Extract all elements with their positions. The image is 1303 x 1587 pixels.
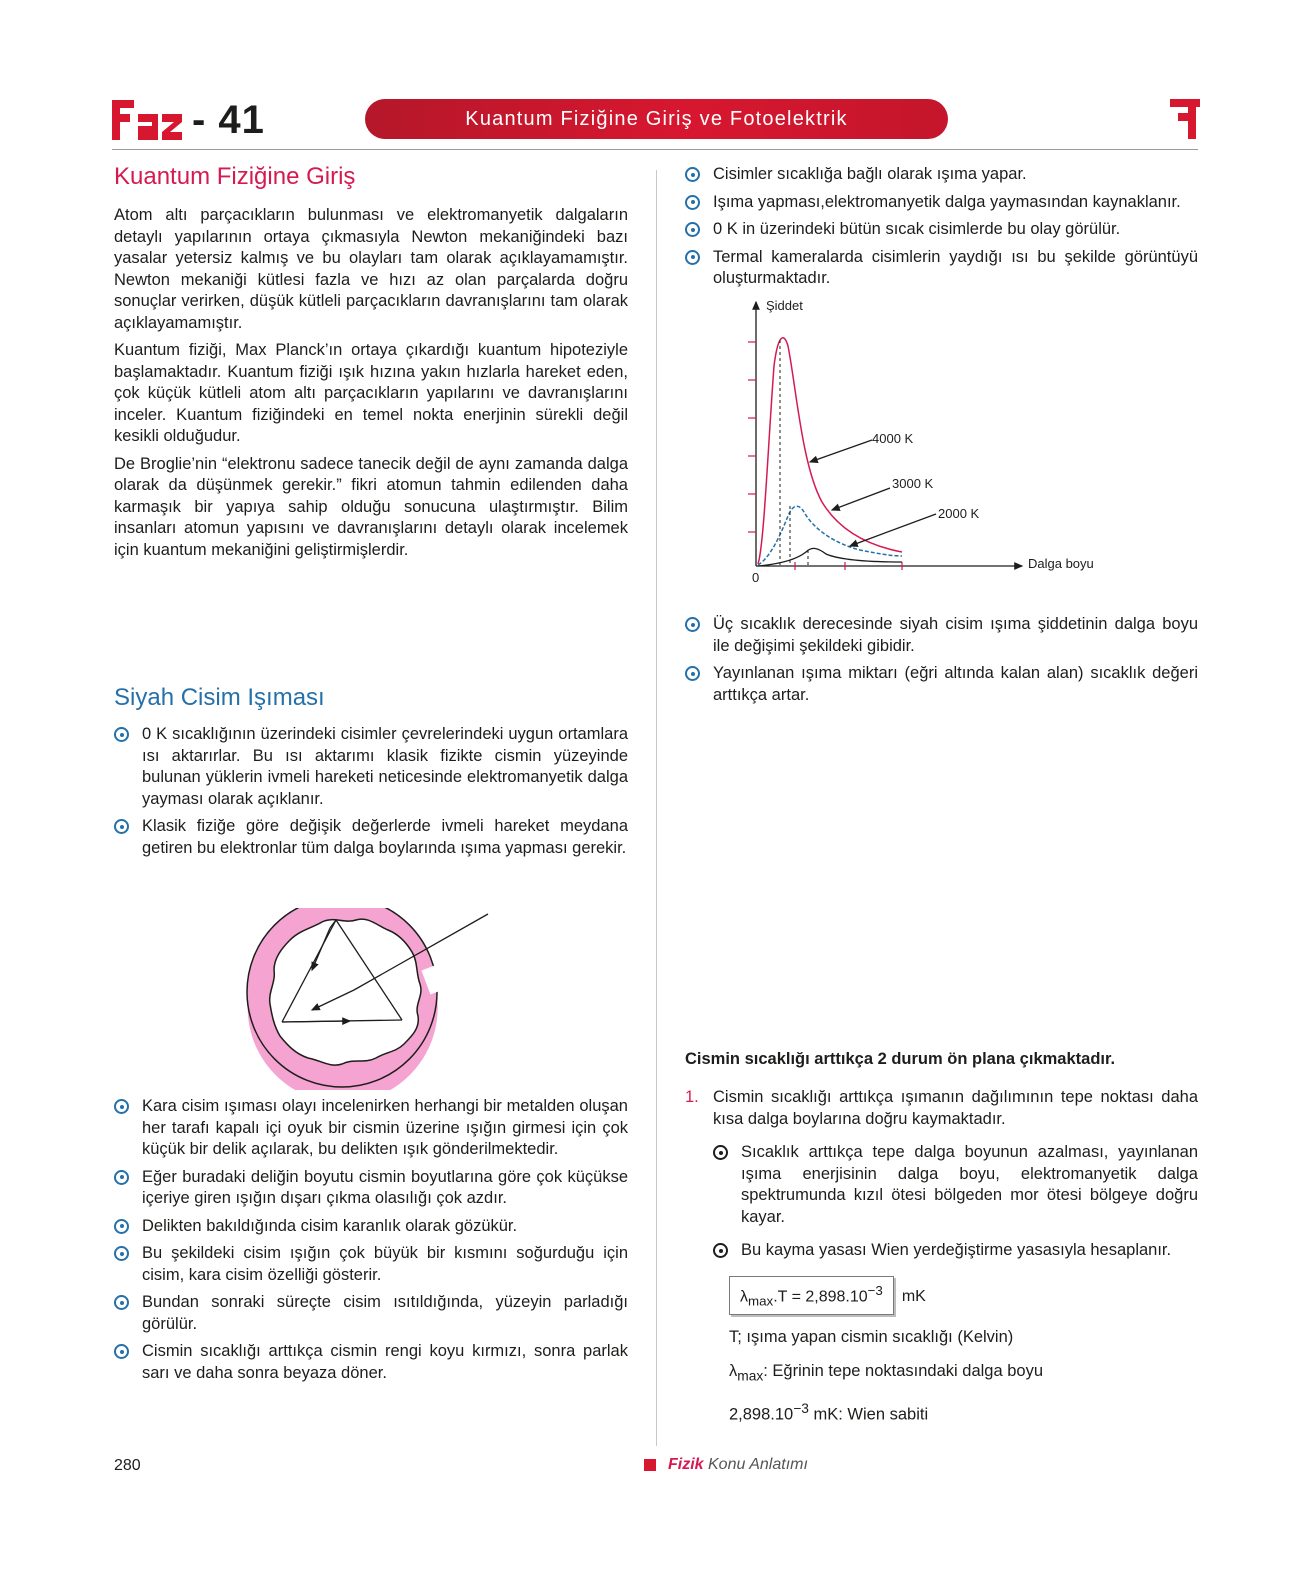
footer-subject: Fizik Konu Anlatımı [668, 1456, 808, 1473]
target-bullet-icon [114, 1295, 129, 1310]
chapter-title: Kuantum Fiziğine Giriş ve Fotoelektrik [465, 107, 848, 130]
blackbody-bullet-list [114, 724, 628, 859]
list-item: Klasik fiziğe göre değişik değerlerde ivmeli hareket meydana getiren bu elektronlar tüm dalga boylarında ışıma yapması gerekir. [114, 816, 628, 859]
graph-notes-section [685, 614, 1198, 712]
page-number: 280 [114, 1457, 141, 1474]
faz-logo-icon [112, 100, 184, 140]
list-item: Bu kayma yasası Wien yerdeğiştirme yasasıyla hesaplanır. [713, 1240, 1198, 1262]
list-item: Cismin sıcaklığı arttıkça cismin rengi koyu kırmızı, sonra parlak sarı ve daha sonra beyaza döner. [114, 1341, 628, 1384]
column-divider [656, 170, 657, 1446]
blackbody-title: Siyah Cisim Işıması [114, 684, 325, 711]
header-rule [112, 149, 1198, 150]
intro-paragraph: De Broglie’nin “elektronu sadece tanecik değil de aynı zamanda dalga olarak da düşünmek gerekir.” fikri atomun tahmin edilenden daha karmaşık bir yapıya sahip olduğu sonucuna ulaştırmıştır. Bilim insanları atomun yapısını ve davranışlarını detaylı olarak incelemek için kuantum mekaniğini geliştirmişlerdir. [114, 454, 628, 559]
list-item: Sıcaklık arttıkça tepe dalga boyunun azalması, yayınlanan ışıma enerjisinin dalga boyu, elektromanyetik dalga spektrumunda kızıl ötesi bölgeden mor ötesi bölgeye doğru kayar. [713, 1142, 1198, 1228]
cavity-interior [270, 919, 421, 1065]
list-item: Üç sıcaklık derecesinde siyah cisim ışıma şiddetinin dalga boyu ile değişimi şekildeki gibidir. [685, 614, 1198, 657]
list-item: Cisimler sıcaklığa bağlı olarak ışıma yapar. [685, 164, 1198, 186]
case-number: 1. [685, 1088, 699, 1106]
definition-wien-constant: $2,898.10^{-3}$ mK: Wien sabiti [729, 1401, 929, 1424]
target-bullet-icon [114, 1170, 129, 1185]
list-item: Kara cisim ışıması olayı incelenirken herhangi bir metalden oluşan her tarafı kapalı içi oyuk bir cismin üzerine ışığın girmesi için çok küçük bir delik açılarak, bu delikten ışık gönderilmektedir. [114, 1096, 628, 1161]
cavity-diagram [238, 908, 496, 1090]
origin-label: 0 [752, 570, 760, 585]
intro-title: Kuantum Fiziğine Giriş [114, 163, 356, 190]
formula-definitions [729, 1327, 1198, 1426]
blackbody-section [114, 684, 628, 865]
list-item: 0 K in üzerindeki bütün sıcak cisimlerde bu olay görülür. [685, 219, 1198, 241]
radiation-bullets-section [685, 164, 1198, 296]
corner-brand-icon [1170, 99, 1200, 139]
target-bullet-icon [114, 727, 129, 742]
list-item: Işıma yapması,elektromanyetik dalga yaymasından kaynaklanır. [685, 192, 1198, 214]
target-bullet-icon [685, 250, 700, 265]
radiation-bullet-list [685, 164, 1198, 290]
footer-square-icon [644, 1459, 656, 1471]
curve-label-2000k: 2000 K [938, 506, 980, 521]
list-item: 0 K sıcaklığının üzerindeki cisimler çevrelerindeki uygun ortamlara ısı aktarırlar. Bu ısı aktarımı klasik fizikte cismin yüzeyinde bulunan yüklerin ivmeli hareketi neticesinde elektromanyetik dalga yayması olarak açıklanır. [114, 724, 628, 810]
target-bullet-icon [114, 1344, 129, 1359]
y-ticks [748, 342, 756, 532]
intro-paragraph: Kuantum fiziği, Max Planck’ın ortaya çıkardığı kuantum hipoteziyle başlamaktadır. Kuantum fiziği ışık hızına yakın hızlarla hareket eden, çok küçük kütleli atom altı parçacıkların yapılarını ve davranışlarını inceler. Kuantum fiziğindeki en temel nokta enerjinin sürekli değil kesikli olduğudur. [114, 341, 628, 445]
curve-label-4000k: 4000 K [872, 431, 914, 446]
list-item: Termal kameralarda cisimlerin yaydığı ısı bu şekilde görüntüyü oluşturmaktadır. [685, 247, 1198, 290]
list-item: Yayınlanan ışıma miktarı (eğri altında kalan alan) sıcaklık değeri arttıkça artar. [685, 663, 1198, 706]
list-item: Bu şekildeki cisim ışığın çok büyük bir kısmını soğurduğu için cisim, kara cisim özelliği gösterir. [114, 1243, 628, 1286]
target-bullet-icon [114, 1246, 129, 1261]
target-bullet-icon [114, 1099, 129, 1114]
faz-logo-mark [112, 100, 184, 140]
curve-label-3000k: 3000 K [892, 476, 934, 491]
formula-box: $\lambda_{max}.T = 2,898.10^{-3}$ [729, 1276, 894, 1316]
target-bullet-icon [685, 222, 700, 237]
list-item: Bundan sonraki süreçte cisim ısıtıldığında, yüzeyin parladığı görülür. [114, 1292, 628, 1335]
target-bullet-icon [685, 195, 700, 210]
formula-unit: mK [901, 1287, 926, 1305]
intro-paragraph: Atom altı parçacıkların bulunması ve elektromanyetik dalgaların detaylı yapılarının ortaya çıkmasıyla Newton mekaniğindeki bazı yasalar yetersiz kalmış ve bu olayları tam olarak açıklayamamıştır. Newton mekaniği kütlesi fazla ve hızı az olan parçalarda doğru sonuçlar verirken, düşük kütleli parçacıkların davranışlarını tam olarak açıklayamamıştır. [114, 206, 628, 332]
wien-formula [729, 1276, 1198, 1316]
graph-notes-list [685, 614, 1198, 706]
y-axis-label: Şiddet [766, 298, 803, 313]
x-axis-label: Dalga boyu [1028, 556, 1094, 571]
wien-sub-bullets [713, 1142, 1198, 1262]
faz-logo [112, 100, 265, 140]
target-bullet-icon [685, 167, 700, 182]
intro-section [114, 163, 628, 567]
definition-lambda: $\lambda_{max}$: Eğrinin tepe noktasındaki dalga boyu [729, 1361, 1044, 1383]
target-bullet-icon [713, 1243, 728, 1258]
target-bullet-icon [713, 1145, 728, 1160]
case-item-1 [685, 1087, 1198, 1130]
chapter-title-band [365, 99, 948, 139]
two-cases-heading: Cismin sıcaklığı arttıkça 2 durum ön plana çıkmaktadır. [685, 1050, 1116, 1068]
case-text: Cismin sıcaklığı arttıkça ışımanın dağılımının tepe noktası daha kısa dalga boylarına doğru kaymaktadır. [713, 1088, 1198, 1128]
target-bullet-icon [114, 819, 129, 834]
wien-section [685, 1050, 1198, 1426]
cavity-bullets-section [114, 1096, 628, 1390]
list-item: Eğer buradaki deliğin boyutu cismin boyutlarına göre çok küçükse içeriye giren ışığın dışarı çıkma olasılığı çok azdır. [114, 1167, 628, 1210]
definition-t: T; ışıma yapan cismin sıcaklığı (Kelvin) [729, 1328, 1014, 1347]
list-item: Delikten bakıldığında cisim karanlık olarak gözükür. [114, 1216, 628, 1238]
series-number: - 41 [192, 98, 265, 142]
target-bullet-icon [114, 1219, 129, 1234]
blackbody-graph [740, 296, 1110, 592]
target-bullet-icon [685, 666, 700, 681]
target-bullet-icon [685, 617, 700, 632]
peak-markers [780, 340, 808, 566]
cavity-bullet-list [114, 1096, 628, 1384]
